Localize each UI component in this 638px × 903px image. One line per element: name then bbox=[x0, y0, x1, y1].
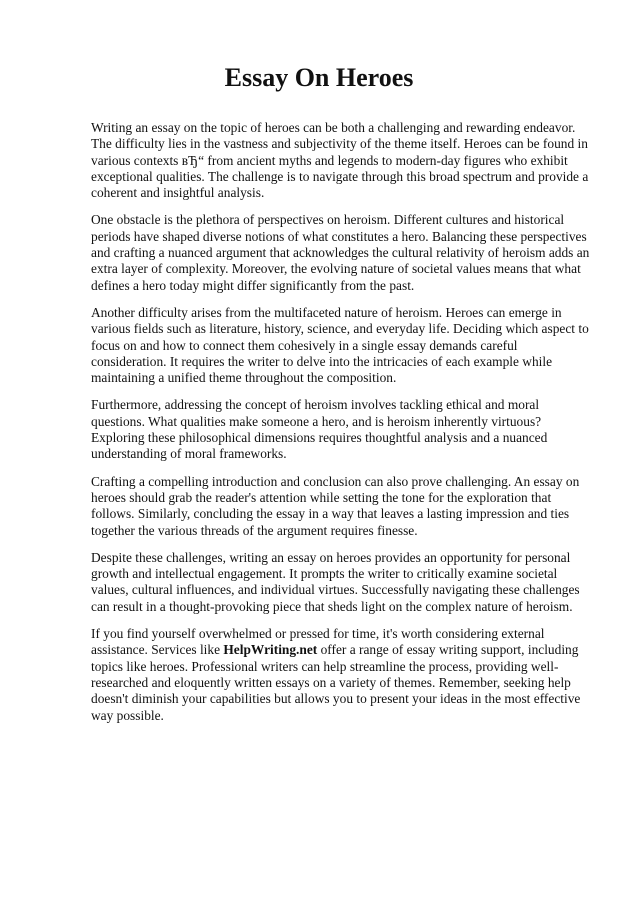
paragraph-4: Furthermore, addressing the concept of heroism involves tackling ethical and moral questions. What qualities make someone a hero, and is heroism inherently virtuous? Exploring these philosophical dimensions requires thoughtful analysis and a nuanced understanding of moral frameworks. bbox=[91, 397, 548, 462]
paragraph-6: Despite these challenges, writing an essay on heroes provides an opportunity for personal growth and intellectual engagement. It prompts the writer to critically examine societal values, cultural influences, and individual virtues. Successfully navigating these challenges can result in a thought-provoking piece that sheds light on the complex nature of heroism. bbox=[91, 549, 580, 614]
paragraph-3: Another difficulty arises from the multifaceted nature of heroism. Heroes can emerge in various fields such as literature, history, science, and everyday life. Deciding which aspect to focus on and how to connect them cohesively in a single essay demands careful consideration. It requires the writer to delve into the intricacies of each example while maintaining a unified theme throughout the composition. bbox=[91, 304, 589, 386]
essay-body bbox=[91, 120, 591, 735]
paragraph-1: Writing an essay on the topic of heroes can be both a challenging and rewarding endeavor. The difficulty lies in the vastness and subjectivity of the theme itself. Heroes can be found in various contexts вЂ“ from ancient myths and legends to modern-day figures who exhibit exceptional qualities. The challenge is to navigate through this broad spectrum and provide a coherent and insightful analysis. bbox=[91, 120, 589, 201]
paragraph-7-rest: offer a range of essay writing support, including topics like heroes. Professional writers can help streamline the process, providing well-researched and eloquently written essays on a variety of themes. Remember, seeking help doesn't diminish your capabilities but allows you to present your ideas in the most effective way possible. bbox=[91, 642, 581, 723]
paragraph-5: Crafting a compelling introduction and conclusion can also prove challenging. An essay on heroes should grab the reader's attention while setting the tone for the exploration that follows. Similarly, concluding the essay in a way that leaves a lasting impression and ties together the various threads of the argument requires finesse. bbox=[91, 473, 580, 538]
service-name: HelpWriting.net bbox=[223, 642, 318, 658]
page-title: Essay On Heroes bbox=[224, 63, 414, 92]
paragraph-7 bbox=[91, 626, 591, 724]
paragraph-2: One obstacle is the plethora of perspectives on heroism. Different cultures and historical periods have shaped diverse notions of what constitutes a hero. Balancing these perspectives and crafting a nuanced argument that acknowledges the cultural relativity of heroism adds an extra layer of complexity. Moreover, the evolving nature of societal values means that what defines a hero today might differ significantly from the past. bbox=[91, 212, 590, 293]
paragraph-7-intro: If you find yourself overwhelmed or pressed for time, it's worth considering external assistance. Services like bbox=[91, 626, 545, 658]
